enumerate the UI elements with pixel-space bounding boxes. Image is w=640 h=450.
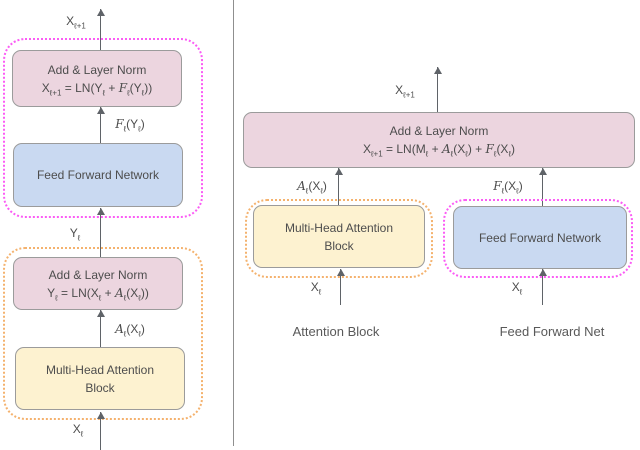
multi-head-attention-label-line1: Multi-Head Attention <box>284 220 394 235</box>
right-ffn-result-label: $F_\ell(X_\ell)$ <box>493 179 523 196</box>
left-input-label: $X_\ell$ <box>72 422 84 439</box>
left-attention-add-layer-norm-box <box>13 257 183 310</box>
add-layer-norm-formula: $X_{\ell+1} = LN(Y_\ell + F_\ell(Y_\ell))$ <box>41 80 153 97</box>
feed-forward-net-caption: Feed Forward Net <box>499 324 605 339</box>
right-ffn-input-label: $X_\ell$ <box>511 280 523 297</box>
left-attention-to-norm-arrow <box>100 310 101 347</box>
left-intermediate-label: $Y_\ell$ <box>69 226 81 243</box>
add-layer-norm-title: Add & Layer Norm <box>48 267 148 282</box>
attention-block-caption: Attention Block <box>292 324 380 339</box>
right-ffn-input-arrow <box>542 269 543 305</box>
feed-forward-label: Feed Forward Network <box>36 168 160 182</box>
add-layer-norm-title: Add & Layer Norm <box>47 62 147 77</box>
right-add-layer-norm-box <box>243 112 635 168</box>
right-feed-forward-box <box>453 206 627 269</box>
left-ffn-result-label: $F_\ell(Y_\ell)$ <box>115 117 145 134</box>
left-attention-result-label: $A_\ell(X_\ell)$ <box>115 322 145 339</box>
left-output-label: $X_{\ell+1}$ <box>66 14 86 31</box>
right-output-label: $X_{\ell+1}$ <box>395 83 415 100</box>
multi-head-attention-label-line1: Multi-Head Attention <box>45 362 155 377</box>
left-feed-forward-box <box>13 143 183 207</box>
multi-head-attention-label-line2: Block <box>324 238 354 253</box>
add-layer-norm-title: Add & Layer Norm <box>389 124 489 138</box>
right-output-arrow <box>437 67 438 112</box>
right-attention-input-arrow <box>340 269 341 305</box>
multi-head-attention-label-line2: Block <box>85 380 115 395</box>
left-ffn-add-layer-norm-box <box>12 50 182 107</box>
left-ffn-to-norm-arrow <box>100 107 101 143</box>
add-layer-norm-formula: $X_{\ell+1} = LN(M_\ell + A_\ell(X_\ell) + F_\ell(X_\ell)$ <box>362 142 516 159</box>
left-multi-head-attention-box <box>15 347 185 410</box>
right-attention-input-label: $X_\ell$ <box>310 280 322 297</box>
right-attention-result-label: $A_\ell(X_\ell)$ <box>297 179 327 196</box>
panel-divider <box>233 0 234 446</box>
feed-forward-label: Feed Forward Network <box>478 230 602 245</box>
add-layer-norm-formula: $Y_\ell = LN(X_\ell + A_\ell(X_\ell))$ <box>47 285 149 302</box>
right-multi-head-attention-box <box>253 205 425 268</box>
